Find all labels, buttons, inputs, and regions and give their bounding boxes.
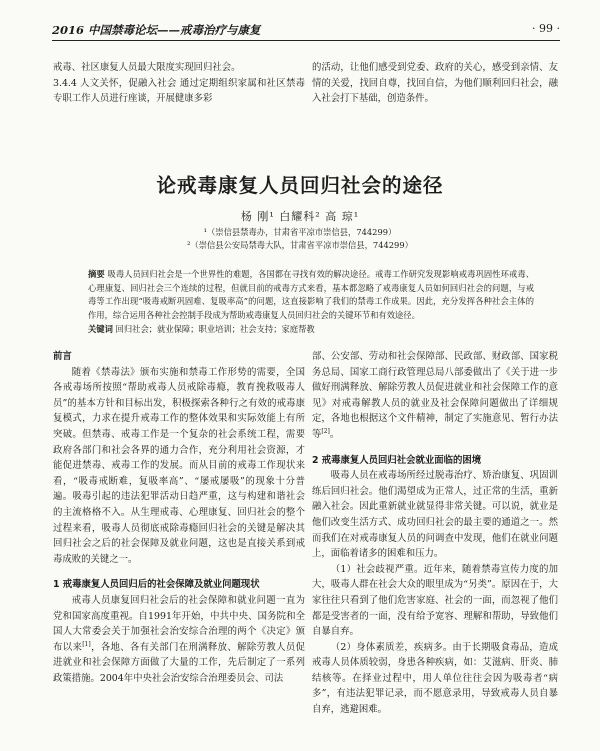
abstract-label: 摘要	[88, 269, 105, 279]
section-heading-2: 2 戒毒康复人员回归社会就业面临的困境	[312, 454, 482, 466]
keywords-text: 回归社会；就业保障；职业培训；社会支持；家庭帮教	[115, 324, 315, 334]
section-heading-intro: 前言	[53, 351, 72, 362]
journal-title: 2016 中国禁毒论坛——戒毒治疗与康复	[52, 23, 261, 37]
body-right-column	[312, 349, 558, 718]
citation: [2]	[321, 427, 330, 435]
previous-article-left-column	[53, 60, 305, 107]
paragraph: 吸毒人员在戒毒场所经过脱毒治疗、矫治康复、巩固训练后回归社会。他们渴望成为正常人，过正常的生活，重新融入社会。因此重新就业就显得非常关键。可以说，就业是他们改变生活方式、成功回归社会的最主要的通道之一。然而我们在对戒毒康复人员的问调查中发现，他们在就业问题上，面临着诸多的困难和压力。	[312, 470, 558, 560]
page-header	[52, 20, 560, 41]
citation: [1]	[82, 640, 91, 648]
paragraph: 3.4.4 人文关怀，促融入社会 通过定期组织家属和社区禁毒专职工作人员进行座谈，开展健康多彩	[53, 77, 305, 105]
paragraph: 的活动，让他们感受到党委、政府的关心，感受到亲情、友情的关爱，找回自尊，找回自信，为他们顺利回归社会，融入社会打下基础，创造条件。	[312, 62, 558, 105]
paragraph: 戒毒人员康复回归社会后的社会保障和就业问题一直为党和国家高度重视。自1991年开始，中共中央、国务院和全国人大常委会关于加强社会治安综合治理的两个《决定》颁布以来[1]，各地、各有关部门在刑满释放、解除劳教人员促进就业和社会保障方面做了大量的工作，先后制定了一系列政策措施。2004年中央社会治安综合治理委员会、司法	[53, 594, 305, 684]
article-title: 论戒毒康复人员回归社会的途径	[156, 174, 444, 197]
abstract	[88, 268, 534, 322]
abstract-text: 吸毒人员回归社会是一个世界性的难题，各国都在寻找有效的解决途径。戒毒工作研究发现影响戒毒巩固性环戒毒、心理康复、回归社会三个连续的过程，但就目前的戒毒方式来看，基本都忽略了戒毒康复人员如何回归社会的问题，与戒毒等工作出现“吸毒戒断巩固难、复吸率高”的问题，这直接影响了我们的禁毒工作成果。因此，充分发挥各种社会主体的作用，综合运用各种社会控制手段成为帮助戒毒康复人员回归社会的关键环节和有效途径。	[88, 269, 534, 320]
paragraph: （2）身体素质差，疾病多。由于长期吸食毒品，造成戒毒人员体质较弱，身患各种疾病，如：艾滋病、肝炎、肺结核等。在择业过程中，用人单位往往会因为吸毒者“病多”，有违法犯罪记录，而不愿意录用，导致戒毒人员自暴自弃，逃避困难。	[312, 641, 558, 716]
paragraph: （1）社会歧视严重。近年来，随着禁毒宣传力度的加大，吸毒人群在社会大众的眼里成为“另类”。原因在于，大家往往只看到了他们危害家庭、社会的一面，而忽视了他们都是受害者的一面，没有给予宽容、理解和帮助，导致他们自暴自弃。	[312, 563, 558, 638]
section-heading-1: 1 戒毒康复人员回归后的社会保障及就业问题现状	[53, 579, 260, 591]
previous-article-right-column	[312, 60, 558, 107]
affiliation-1: ¹（崇信县禁毒办，甘肃省平凉市崇信县，744299）	[203, 227, 397, 237]
body-left-column	[53, 349, 305, 686]
keywords	[88, 323, 534, 336]
keywords-label: 关键词	[88, 324, 113, 334]
paragraph: 部、公安部、劳动和社会保障部、民政部、财政部、国家税务总局、国家工商行政管理总局八部委做出了《关于进一步做好刑满释放、解除劳教人员促进就业和社会保障工作的意见》对戒毒解教人员的就业及社会保障问题做出了详细规定，各地也根据这个文件精神，制定了实施意见、暂行办法等[2]。	[312, 351, 558, 440]
affiliation-2: ²（崇信县公安局禁毒大队，甘肃省平凉市崇信县，744299）	[187, 240, 413, 250]
paragraph: 随着《禁毒法》颁布实施和禁毒工作形势的需要，全国各戒毒场所按照“帮助戒毒人员戒除毒瘾，教育挽救吸毒人员”的基本方针和目标出发，积极探索各种行之有效的戒毒康复模式，力求在提升戒毒工作的整体效果和实际效能上有所突破。但禁毒、戒毒工作是一个复杂的社会系统工程，需要政府各部门和社会各界的通力合作，充分利用社会资源，才能促进禁毒、戒毒工作的发展。而从目前的戒毒工作现状来看，“吸毒戒断难，复吸率高”、“屡戒屡吸”的现象十分普遍。吸毒引起的违法犯罪活动日趋严重，这与构建和谐社会的主流格格不入。从生理戒毒、心理康复、回归社会的整个过程来看，吸毒人员彻底戒除毒瘾回归社会的关键是解决其回归社会之后的社会保障及就业问题，这也是直接关系到戒毒成败的关键之一。	[53, 366, 305, 565]
page-number: · 99 ·	[532, 22, 560, 35]
authors: 杨 刚¹ 白耀科² 高 琼¹	[240, 210, 360, 223]
paragraph: 戒毒、社区康复人员最大限度实现回归社会。	[53, 62, 241, 73]
